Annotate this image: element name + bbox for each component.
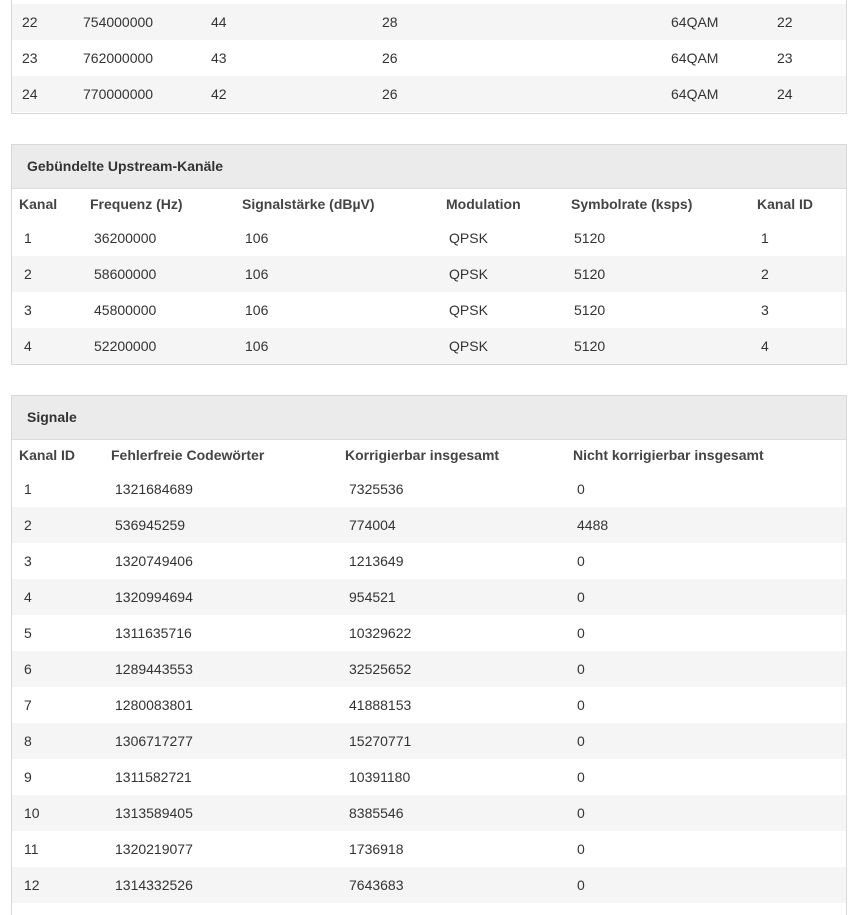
table-cell: 23 — [22, 50, 38, 66]
table-cell: 36200000 — [94, 230, 157, 246]
table-row — [12, 256, 846, 292]
table-cell: 8 — [24, 733, 32, 749]
table-row — [12, 471, 846, 507]
table-cell: 536945259 — [115, 517, 186, 533]
table-cell: 64QAM — [671, 86, 719, 102]
table-cell: 7325536 — [349, 481, 404, 497]
table-cell: 1320994694 — [115, 589, 193, 605]
table-row — [12, 543, 846, 579]
table-cell: 0 — [577, 553, 585, 569]
table-cell: 1320749406 — [115, 553, 193, 569]
table-cell: 64QAM — [671, 14, 719, 30]
table-cell: 0 — [577, 481, 585, 497]
table-cell: 106 — [245, 266, 269, 282]
table-row — [12, 220, 846, 256]
table-cell: 0 — [577, 877, 585, 893]
table-cell: QPSK — [449, 230, 488, 246]
column-header: Frequenz (Hz) — [90, 196, 183, 212]
table-cell: 15270771 — [349, 733, 412, 749]
table-cell: 12 — [24, 877, 40, 893]
column-header: Symbolrate (ksps) — [571, 196, 693, 212]
table-row — [12, 292, 846, 328]
table-cell: 1 — [24, 230, 32, 246]
table-cell: 770000000 — [83, 86, 154, 102]
table-cell: 1314332526 — [115, 877, 193, 893]
table-row — [12, 687, 846, 723]
table-cell: 1736918 — [349, 841, 404, 857]
downstream-rows — [12, 0, 846, 112]
table-cell: 1306717277 — [115, 733, 193, 749]
table-row — [12, 579, 846, 615]
table-cell: 1321684689 — [115, 481, 193, 497]
table-cell: 23 — [777, 50, 793, 66]
table-cell: 0 — [577, 769, 585, 785]
table-cell: 1311582721 — [115, 769, 192, 785]
table-cell: 52200000 — [94, 338, 157, 354]
table-cell: 10329622 — [349, 625, 412, 641]
signale-header-row — [12, 440, 846, 471]
table-cell: 1 — [761, 230, 769, 246]
signale-table-panel — [11, 395, 847, 915]
table-cell: 5120 — [574, 338, 606, 354]
column-header: Kanal ID — [757, 196, 814, 212]
signale-rows — [12, 471, 846, 903]
table-cell: 3 — [761, 302, 769, 318]
table-cell: 106 — [245, 338, 269, 354]
table-row — [12, 615, 846, 651]
table-cell: 44 — [211, 14, 227, 30]
table-row — [12, 507, 846, 543]
table-row — [12, 76, 846, 112]
table-cell: 0 — [577, 733, 585, 749]
table-cell: 10391180 — [349, 769, 411, 785]
table-cell: 43 — [211, 50, 227, 66]
table-cell: 3 — [24, 302, 32, 318]
downstream-table-panel — [11, 0, 847, 114]
table-cell: 28 — [382, 14, 398, 30]
table-cell: 5 — [24, 625, 32, 641]
table-cell: 1 — [24, 481, 32, 497]
column-header: Fehlerfreie Codewörter — [111, 447, 265, 463]
table-cell: 7643683 — [349, 877, 404, 893]
table-row — [12, 867, 846, 903]
table-cell: 5120 — [574, 230, 606, 246]
table-cell: 41888153 — [349, 697, 412, 713]
table-cell: 774004 — [349, 517, 396, 533]
column-header: Signalstärke (dBµV) — [242, 196, 375, 212]
column-header: Nicht korrigierbar insgesamt — [573, 447, 764, 463]
column-header: Korrigierbar insgesamt — [345, 447, 500, 463]
table-cell: 8385546 — [349, 805, 404, 821]
table-cell: 762000000 — [83, 50, 154, 66]
table-cell: 2 — [24, 266, 32, 282]
signale-title: Signale — [12, 396, 846, 440]
table-row — [12, 759, 846, 795]
column-header: Modulation — [446, 196, 521, 212]
table-cell: 22 — [22, 14, 38, 30]
table-cell: 42 — [211, 86, 227, 102]
table-cell: 24 — [22, 86, 38, 102]
table-cell: 3 — [24, 553, 32, 569]
table-cell: 0 — [577, 697, 585, 713]
table-cell: 5120 — [574, 302, 606, 318]
upstream-header-row — [12, 189, 846, 220]
column-header: Kanal ID — [19, 447, 76, 463]
table-cell: 22 — [777, 14, 793, 30]
table-cell: 2 — [24, 517, 32, 533]
table-cell: 32525652 — [349, 661, 412, 677]
table-row — [12, 4, 846, 40]
table-cell: 10 — [24, 805, 40, 821]
table-cell: 5120 — [574, 266, 606, 282]
table-row — [12, 831, 846, 867]
table-cell: 0 — [577, 625, 585, 641]
upstream-table-panel — [11, 144, 847, 365]
table-cell: 26 — [382, 86, 398, 102]
table-row — [12, 795, 846, 831]
table-row — [12, 651, 846, 687]
table-cell: 4 — [24, 338, 32, 354]
table-cell: 26 — [382, 50, 398, 66]
table-cell: 1311635716 — [115, 625, 192, 641]
table-cell: 4 — [24, 589, 32, 605]
table-cell: 4 — [761, 338, 769, 354]
table-cell: QPSK — [449, 302, 488, 318]
table-cell: 1313589405 — [115, 805, 193, 821]
table-cell: 24 — [777, 86, 793, 102]
table-cell: 58600000 — [94, 266, 157, 282]
table-cell: 106 — [245, 230, 269, 246]
table-cell: 0 — [577, 805, 585, 821]
table-cell: 0 — [577, 841, 585, 857]
table-cell: 954521 — [349, 589, 396, 605]
upstream-title: Gebündelte Upstream-Kanäle — [12, 145, 846, 189]
table-row — [12, 723, 846, 759]
table-cell: 754000000 — [83, 14, 154, 30]
table-cell: 9 — [24, 769, 32, 785]
table-cell: 1320219077 — [115, 841, 193, 857]
table-cell: 45800000 — [94, 302, 157, 318]
table-cell: 106 — [245, 302, 269, 318]
table-cell: 2 — [761, 266, 769, 282]
column-header: Kanal — [19, 196, 58, 212]
table-row — [12, 40, 846, 76]
table-cell: 64QAM — [671, 50, 719, 66]
upstream-rows — [12, 220, 846, 364]
table-cell: 4488 — [577, 517, 609, 533]
table-cell: 7 — [24, 697, 32, 713]
table-cell: 1289443553 — [115, 661, 193, 677]
table-cell: 6 — [24, 661, 32, 677]
table-row — [12, 328, 846, 364]
table-cell: 11 — [24, 841, 39, 857]
table-cell: 0 — [577, 661, 585, 677]
table-cell: QPSK — [449, 266, 488, 282]
table-cell: 1213649 — [349, 553, 404, 569]
table-cell: 1280083801 — [115, 697, 193, 713]
table-cell: QPSK — [449, 338, 488, 354]
table-cell: 0 — [577, 589, 585, 605]
